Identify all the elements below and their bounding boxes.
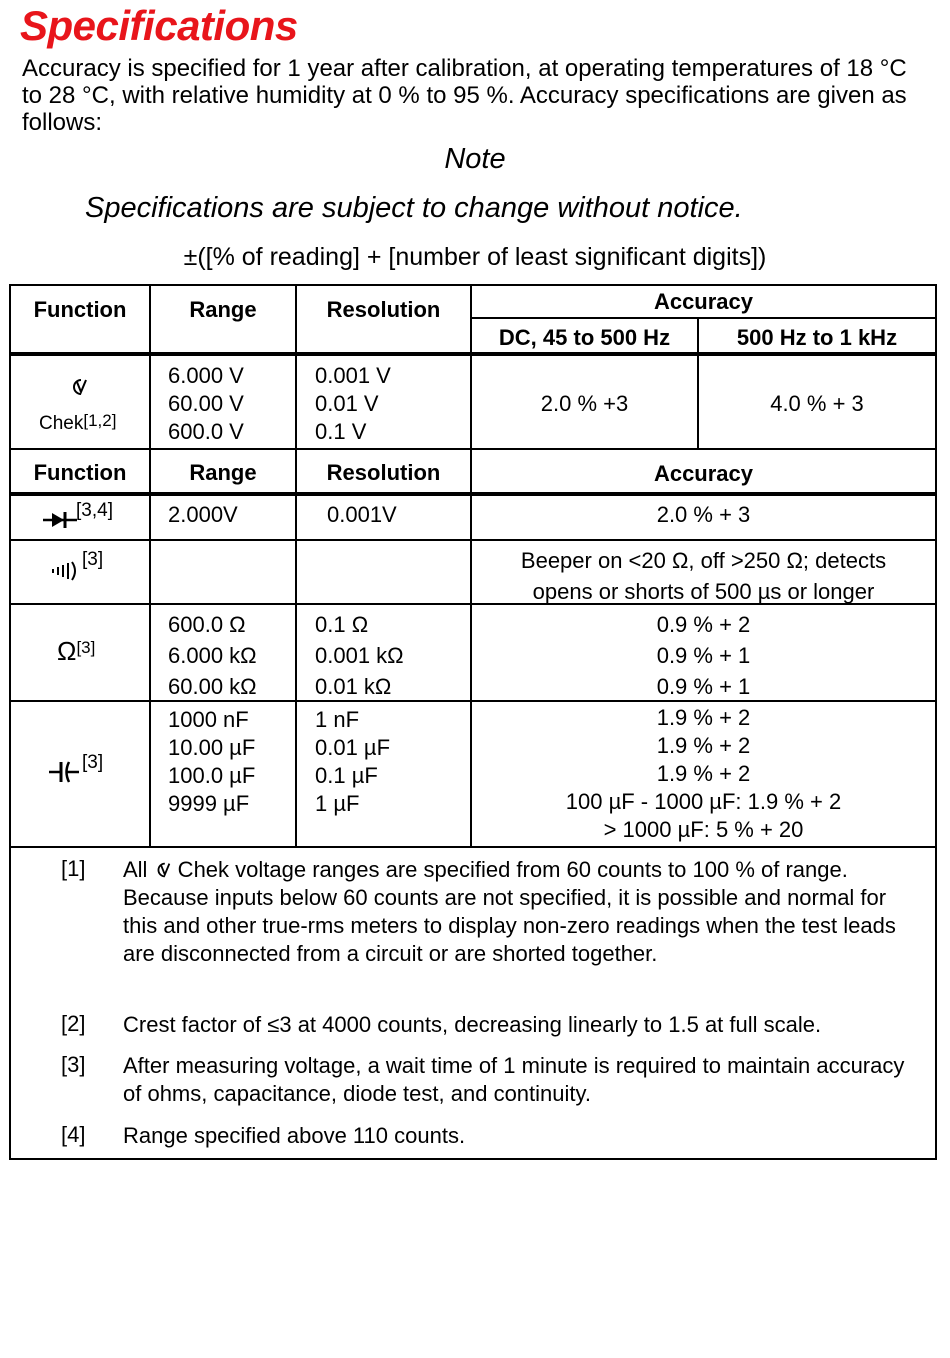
footnote-2-num: [2] bbox=[61, 1011, 86, 1036]
table-border-left bbox=[9, 284, 11, 1160]
footnote-1-pre: All bbox=[123, 857, 154, 882]
diode-resolution: 0.001V bbox=[327, 502, 397, 527]
cap-range-0: 1000 nF bbox=[168, 707, 249, 732]
vchek-res-0: 0.001 V bbox=[315, 363, 391, 388]
col-rule-1 bbox=[149, 284, 151, 848]
vchek-range-2: 600.0 V bbox=[168, 419, 244, 444]
vchek-res-1: 0.01 V bbox=[315, 391, 379, 416]
cap-res-3: 1 µF bbox=[315, 791, 360, 816]
header-resolution: Resolution bbox=[326, 297, 441, 322]
vchek-range-0: 6.000 V bbox=[168, 363, 244, 388]
vchek-acc2: 4.0 % + 3 bbox=[770, 391, 864, 416]
cap-res-1: 0.01 µF bbox=[315, 735, 391, 760]
ohms-symbol bbox=[57, 637, 95, 665]
cap-acc-4: > 1000 µF: 5 % + 20 bbox=[603, 817, 804, 842]
vchek-acc1: 2.0 % +3 bbox=[540, 391, 629, 416]
ohms-res-0: 0.1 Ω bbox=[315, 612, 369, 637]
ohms-res-2: 0.01 kΩ bbox=[315, 674, 392, 699]
accuracy-formula: ±([% of reading] + [number of least significant digits]) bbox=[183, 243, 767, 271]
vchek-ranges bbox=[168, 362, 244, 446]
capacitance-resolutions bbox=[315, 706, 390, 818]
cap-acc-0: 1.9 % + 2 bbox=[656, 705, 751, 730]
cap-acc-1: 1.9 % + 2 bbox=[656, 733, 751, 758]
ohms-note-ref: [3] bbox=[76, 638, 96, 657]
page-title: Specifications bbox=[20, 2, 298, 49]
ohms-acc-0: 0.9 % + 2 bbox=[656, 612, 751, 637]
footnote-1-post: Chek voltage ranges are specified from 60 counts to 100 % of range. Because inputs below 60 counts are not specified, it is possible and normal for this and other true-rms meters to display non-zero readings when the test leads are disconnected from a circuit or are shorted together. bbox=[123, 857, 896, 966]
continuity-note-ref: [3] bbox=[82, 549, 104, 570]
header-function: Function bbox=[33, 297, 127, 322]
footnote-2-text: Crest factor of ≤3 at 4000 counts, decreasing linearly to 1.5 at full scale. bbox=[123, 1012, 822, 1037]
vchek-label bbox=[39, 410, 116, 438]
ohms-ranges bbox=[168, 609, 257, 702]
header2-accuracy: Accuracy bbox=[653, 461, 754, 486]
ohms-icon: Ω bbox=[57, 636, 77, 666]
diode-range: 2.000V bbox=[168, 502, 238, 527]
cap-acc-3: 100 µF - 1000 µF: 1.9 % + 2 bbox=[565, 789, 842, 814]
ohms-accuracy bbox=[472, 609, 935, 702]
ohms-resolutions bbox=[315, 609, 404, 702]
vchek-range-1: 60.00 V bbox=[168, 391, 244, 416]
header-acc-col1: DC, 45 to 500 Hz bbox=[498, 325, 671, 350]
intro-paragraph: Accuracy is specified for 1 year after calibration, at operating temperatures of 18 °C to 28 °C, with relative humidity at 0 % to 95 %. Accuracy specifications are given as follows: bbox=[22, 55, 907, 136]
continuity-acc-1: opens or shorts of 500 µs or longer bbox=[532, 579, 875, 604]
header-accuracy: Accuracy bbox=[653, 289, 754, 314]
ohms-range-0: 600.0 Ω bbox=[168, 612, 246, 637]
vchek-note-ref: [1,2] bbox=[83, 411, 117, 430]
table-border-bottom bbox=[9, 1158, 937, 1160]
continuity-acc-0: Beeper on <20 Ω, off >250 Ω; detects bbox=[520, 548, 887, 573]
cap-range-3: 9999 µF bbox=[168, 791, 250, 816]
diode-accuracy: 2.0 % + 3 bbox=[656, 502, 751, 527]
cap-res-0: 1 nF bbox=[315, 707, 360, 732]
diode-icon bbox=[43, 510, 77, 530]
capacitance-accuracy bbox=[472, 704, 935, 844]
ohms-acc-2: 0.9 % + 1 bbox=[656, 674, 751, 699]
note-heading: Note bbox=[444, 143, 506, 175]
footnote-4-text: Range specified above 110 counts. bbox=[123, 1123, 466, 1148]
footnote-3-num: [3] bbox=[61, 1052, 86, 1077]
header2-resolution: Resolution bbox=[326, 460, 441, 485]
ohms-res-1: 0.001 kΩ bbox=[315, 643, 404, 668]
footnote-4-num: [4] bbox=[61, 1122, 86, 1147]
vchek-icon bbox=[154, 860, 172, 880]
header-acc-col2: 500 Hz to 1 kHz bbox=[736, 325, 898, 350]
ohms-range-2: 60.00 kΩ bbox=[168, 674, 257, 699]
cap-res-2: 0.1 µF bbox=[315, 763, 378, 788]
cap-range-2: 100.0 µF bbox=[168, 763, 256, 788]
header2-range: Range bbox=[189, 460, 257, 485]
footnote-1-num: [1] bbox=[61, 856, 86, 881]
footnote-1-text bbox=[123, 856, 913, 968]
vchek-res-2: 0.1 V bbox=[315, 419, 367, 444]
diode-note-ref: [3,4] bbox=[76, 500, 113, 521]
specifications-table bbox=[9, 284, 937, 1160]
header-range: Range bbox=[189, 297, 257, 322]
ohms-acc-1: 0.9 % + 1 bbox=[656, 643, 751, 668]
capacitance-note-ref: [3] bbox=[82, 752, 104, 773]
vchek-label-text: Chek bbox=[39, 413, 84, 434]
capacitance-ranges bbox=[168, 706, 255, 818]
col-rule-2 bbox=[295, 284, 297, 848]
table-border-right bbox=[935, 284, 937, 1160]
vchek-resolutions bbox=[315, 362, 391, 446]
cap-range-1: 10.00 µF bbox=[168, 735, 256, 760]
note-text: Specifications are subject to change without notice. bbox=[85, 192, 743, 224]
ohms-range-1: 6.000 kΩ bbox=[168, 643, 257, 668]
rule-accuracy-sub bbox=[471, 317, 937, 319]
continuity-icon bbox=[51, 560, 79, 582]
vchek-icon bbox=[70, 376, 88, 398]
footnote-3-text: After measuring voltage, a wait time of 1 minute is required to maintain accuracy of ohms, capacitance, diode test, and continuity. bbox=[123, 1053, 905, 1106]
capacitor-icon bbox=[49, 760, 79, 784]
continuity-accuracy bbox=[472, 545, 935, 607]
header2-function: Function bbox=[33, 460, 127, 485]
cap-acc-2: 1.9 % + 2 bbox=[656, 761, 751, 786]
